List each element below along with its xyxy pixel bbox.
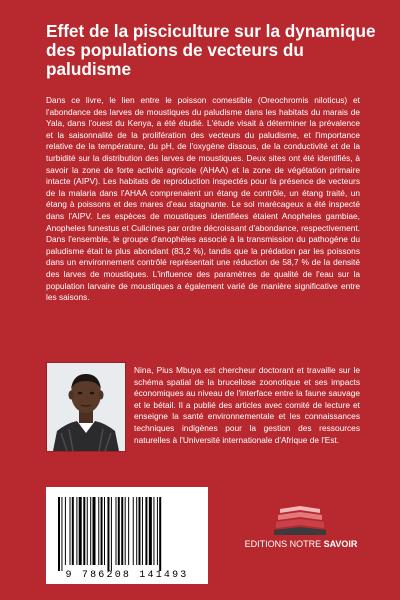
barcode-bar [70, 497, 71, 565]
barcode-bar [116, 497, 117, 565]
barcode-bar [83, 497, 85, 565]
publisher-name-light: EDITIONS NOTRE [244, 539, 324, 549]
barcode-bar [76, 497, 77, 565]
book-title: Effet de la pisciculture sur la dynamique des populations de vecteurs du paludisme [46, 21, 376, 79]
barcode-bar [136, 497, 137, 565]
barcode-bar [79, 497, 82, 565]
barcode-bar [121, 497, 123, 565]
barcode-bar [90, 497, 91, 565]
barcode-bar [125, 497, 126, 565]
barcode-bar [58, 497, 60, 571]
author-bio: Nina, Pius Mbuya est chercheur doctorant et travaille sur le schéma spatial de la brucellose zoonotique et ses impacts économiques au niveau de l'interface entre la faune sauvage et le bétail. Il a publié des articles avec comité de lecture et enseigne la santé environnementale et les connaissances techniques indigènes pour la gestion des ressources naturelles à l'Université internationale d'Afrique de l'Est. [134, 365, 360, 445]
barcode-bar [98, 497, 99, 565]
publisher-name-bold: SAVOIR [323, 539, 358, 549]
isbn-barcode [46, 487, 208, 584]
publisher-name [236, 539, 366, 549]
barcode-bar [133, 497, 134, 565]
barcode-bar [61, 497, 62, 571]
barcode-bar [104, 497, 105, 565]
barcode-bar [159, 497, 161, 571]
publisher-logo [262, 505, 338, 535]
barcode-bar [101, 497, 103, 565]
barcode-bar [139, 497, 141, 565]
barcode-bar [142, 497, 143, 565]
barcode-bar [111, 497, 112, 571]
barcode-bar [149, 497, 152, 565]
barcode-bar [87, 497, 88, 565]
barcode-bar [145, 497, 147, 565]
barcode-bar [65, 497, 66, 565]
isbn-number: 9 786208 141493 [65, 570, 189, 581]
barcode-bar [93, 497, 96, 565]
author-photo [46, 362, 126, 452]
book-blurb: Dans ce livre, le lien entre le poisson comestible (Oreochromis niloticus) et l'abondance des larves de moustiques du paludisme dans les habitats du marais de Yala, dans l'ouest du Kenya, a été étudié. L'étude visait à déterminer la prévalence et la saisonnalité de la prolifération des vecteurs du paludisme, et l'importance relative de la température, du pH, de l'oxygène dissous, de la conductivité et de la turbidité sur la distribution des larves de moustiques. Deux sites ont été identifiés, à savoir la zone de forte activité agricole (AHAA) et la zone de végétation primaire intacte (AIPV). Les habitats de reproduction inspectés pour la présence de vecteurs de la malaria dans l'AHAA comprenaient un étang de contrôle, un étang traité, un étang à poissons et des mares d'eau stagnante. Le sol marécageux a été inspecté dans l'AIPV. Les espèces de moustiques identifiées étaient Anopheles gambiae, Anopheles funestus et Culicines par ordre décroissant d'abondance, respectivement. Dans l'ensemble, le groupe d'anophèles associé à la transmission du pathogène du paludisme était le plus abondant (83,2 %), tandis que la prédation par les poissons dans un environnement contrôlé représentait une réduction de 58,7 % de la densité des larves de moustiques. L'influence des paramètres de qualité de l'eau sur la population larvaire de moustiques a également varié de manière significative entre les saisons. [46, 95, 360, 303]
barcode-bar [157, 497, 158, 565]
barcode-bar [153, 497, 154, 565]
barcode-bar [128, 497, 129, 565]
barcode-bar [107, 497, 109, 571]
barcode-bar [72, 497, 74, 565]
barcode-bar [118, 497, 120, 565]
